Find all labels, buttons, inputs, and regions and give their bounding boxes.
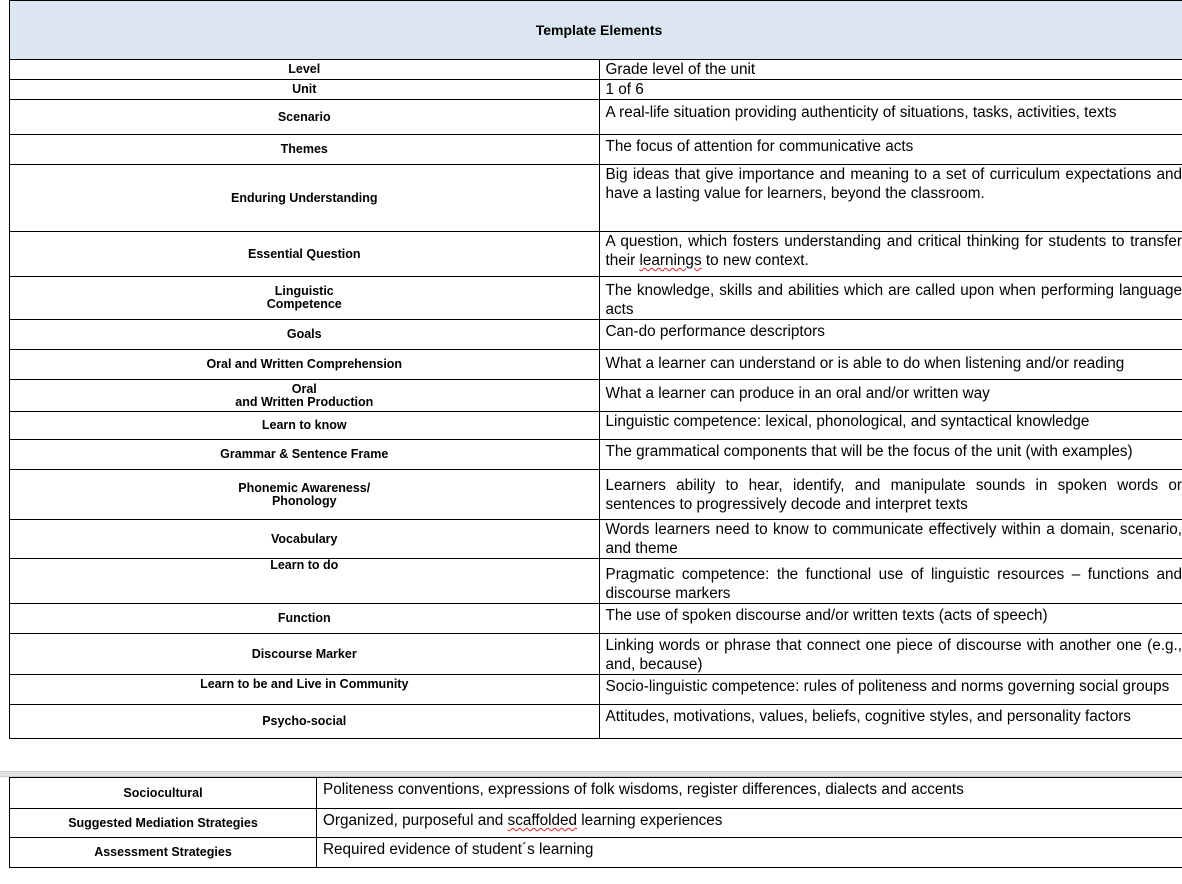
row-label-discourse-marker: Discourse Marker [10,634,600,675]
table-row [10,412,1182,440]
label-line: Phonology [271,493,337,508]
table-title: Template Elements [10,1,1182,60]
table-row [10,778,1182,809]
table-row [10,232,1182,277]
row-desc-unit: 1 of 6 [599,80,1182,100]
table-row [10,380,1182,412]
template-elements-table [9,0,1182,739]
spelling-flagged-word: learnings [639,252,702,269]
row-label-learn-to-do: Learn to do [10,559,600,604]
row-desc-grammar-sentence-frame: The grammatical components that will be the focus of the unit (with examples) [599,440,1182,470]
table-row [10,440,1182,470]
desc-text: learning experiences [577,812,723,829]
row-label-scenario: Scenario [10,100,600,135]
label-line: Phonemic Awareness/ [238,480,371,495]
row-label-psycho-social: Psycho-social [10,705,600,739]
table-row [10,838,1182,868]
row-desc-level: Grade level of the unit [599,60,1182,80]
row-desc-discourse-marker: Linking words or phrase that connect one piece of discourse with another one (e.g., and, because) [599,634,1182,675]
table-header-row [10,1,1182,60]
row-desc-function: The use of spoken discourse and/or written texts (acts of speech) [599,604,1182,634]
row-label-suggested-mediation-strategies: Suggested Mediation Strategies [10,809,317,838]
row-label-enduring-understanding: Enduring Understanding [10,165,600,232]
table-row [10,705,1182,739]
spelling-flagged-word: scaffolded [507,812,578,829]
row-label-essential-question: Essential Question [10,232,600,277]
row-label-grammar-sentence-frame: Grammar & Sentence Frame [10,440,600,470]
row-desc-essential-question [599,232,1182,277]
label-line: Competence [266,297,342,311]
row-label-learn-to-know: Learn to know [10,412,600,440]
table-row [10,559,1182,604]
template-elements-table-continued [9,777,1182,868]
row-label-goals: Goals [10,320,600,350]
row-label-linguistic-competence [10,277,600,320]
row-desc-learn-to-be: Socio-linguistic competence: rules of politeness and norms governing social groups [599,675,1182,705]
row-desc-suggested-mediation-strategies [317,809,1182,838]
row-desc-psycho-social: Attitudes, motivations, values, beliefs, cognitive styles, and personality factors [599,705,1182,739]
row-label-sociocultural: Sociocultural [10,778,317,809]
desc-text: Organized, purposeful and [323,812,508,829]
label-line: Linguistic [274,284,334,298]
row-label-unit: Unit [10,80,600,100]
row-label-themes: Themes [10,135,600,165]
row-desc-learn-to-know: Linguistic competence: lexical, phonological, and syntactical knowledge [599,412,1182,440]
row-label-oral-written-production [10,380,600,412]
row-label-assessment-strategies: Assessment Strategies [10,838,317,868]
row-desc-enduring-understanding: Big ideas that give importance and meaning to a set of curriculum expectations and have a lasting value for learners, beyond the classroom. [599,165,1182,232]
table-row [10,277,1182,320]
table-row [10,675,1182,705]
row-desc-oral-written-production: What a learner can produce in an oral and/or written way [599,380,1182,412]
table-row [10,809,1182,838]
desc-text: A question, which fosters understanding and critical thinking for students to transfer their [605,233,1182,269]
table-row [10,320,1182,350]
row-desc-goals: Can-do performance descriptors [599,320,1182,350]
table-row [10,350,1182,380]
table-row [10,470,1182,520]
row-label-oral-written-comprehension: Oral and Written Comprehension [10,350,600,380]
table-row [10,100,1182,135]
row-label-learn-to-be: Learn to be and Live in Community [10,675,600,705]
row-label-function: Function [10,604,600,634]
row-desc-themes: The focus of attention for communicative acts [599,135,1182,165]
row-desc-learn-to-do: Pragmatic competence: the functional use of linguistic resources – functions and discourse markers [599,559,1182,604]
row-desc-assessment-strategies: Required evidence of student´s learning [317,838,1182,868]
row-desc-phonemic-awareness: Learners ability to hear, identify, and manipulate sounds in spoken words or sentences to progressively decode and interpret texts [599,470,1182,520]
table-row [10,520,1182,559]
row-label-phonemic-awareness [10,470,600,520]
label-line: and Written Production [235,394,374,409]
row-desc-oral-written-comprehension: What a learner can understand or is able to do when listening and/or reading [599,350,1182,380]
table-row [10,634,1182,675]
row-desc-sociocultural: Politeness conventions, expressions of folk wisdoms, register differences, dialects and accents [317,778,1182,809]
table-row [10,165,1182,232]
row-label-vocabulary: Vocabulary [10,520,600,559]
table-row [10,80,1182,100]
row-desc-linguistic-competence: The knowledge, skills and abilities which are called upon when performing language acts [599,277,1182,320]
label-line: Oral [291,381,317,396]
desc-text: to new context. [701,252,809,269]
row-desc-scenario: A real-life situation providing authenticity of situations, tasks, activities, texts [599,100,1182,135]
table-row [10,135,1182,165]
table-row [10,60,1182,80]
table-row [10,604,1182,634]
row-label-level: Level [10,60,600,80]
row-desc-vocabulary: Words learners need to know to communicate effectively within a domain, scenario, and theme [599,520,1182,559]
